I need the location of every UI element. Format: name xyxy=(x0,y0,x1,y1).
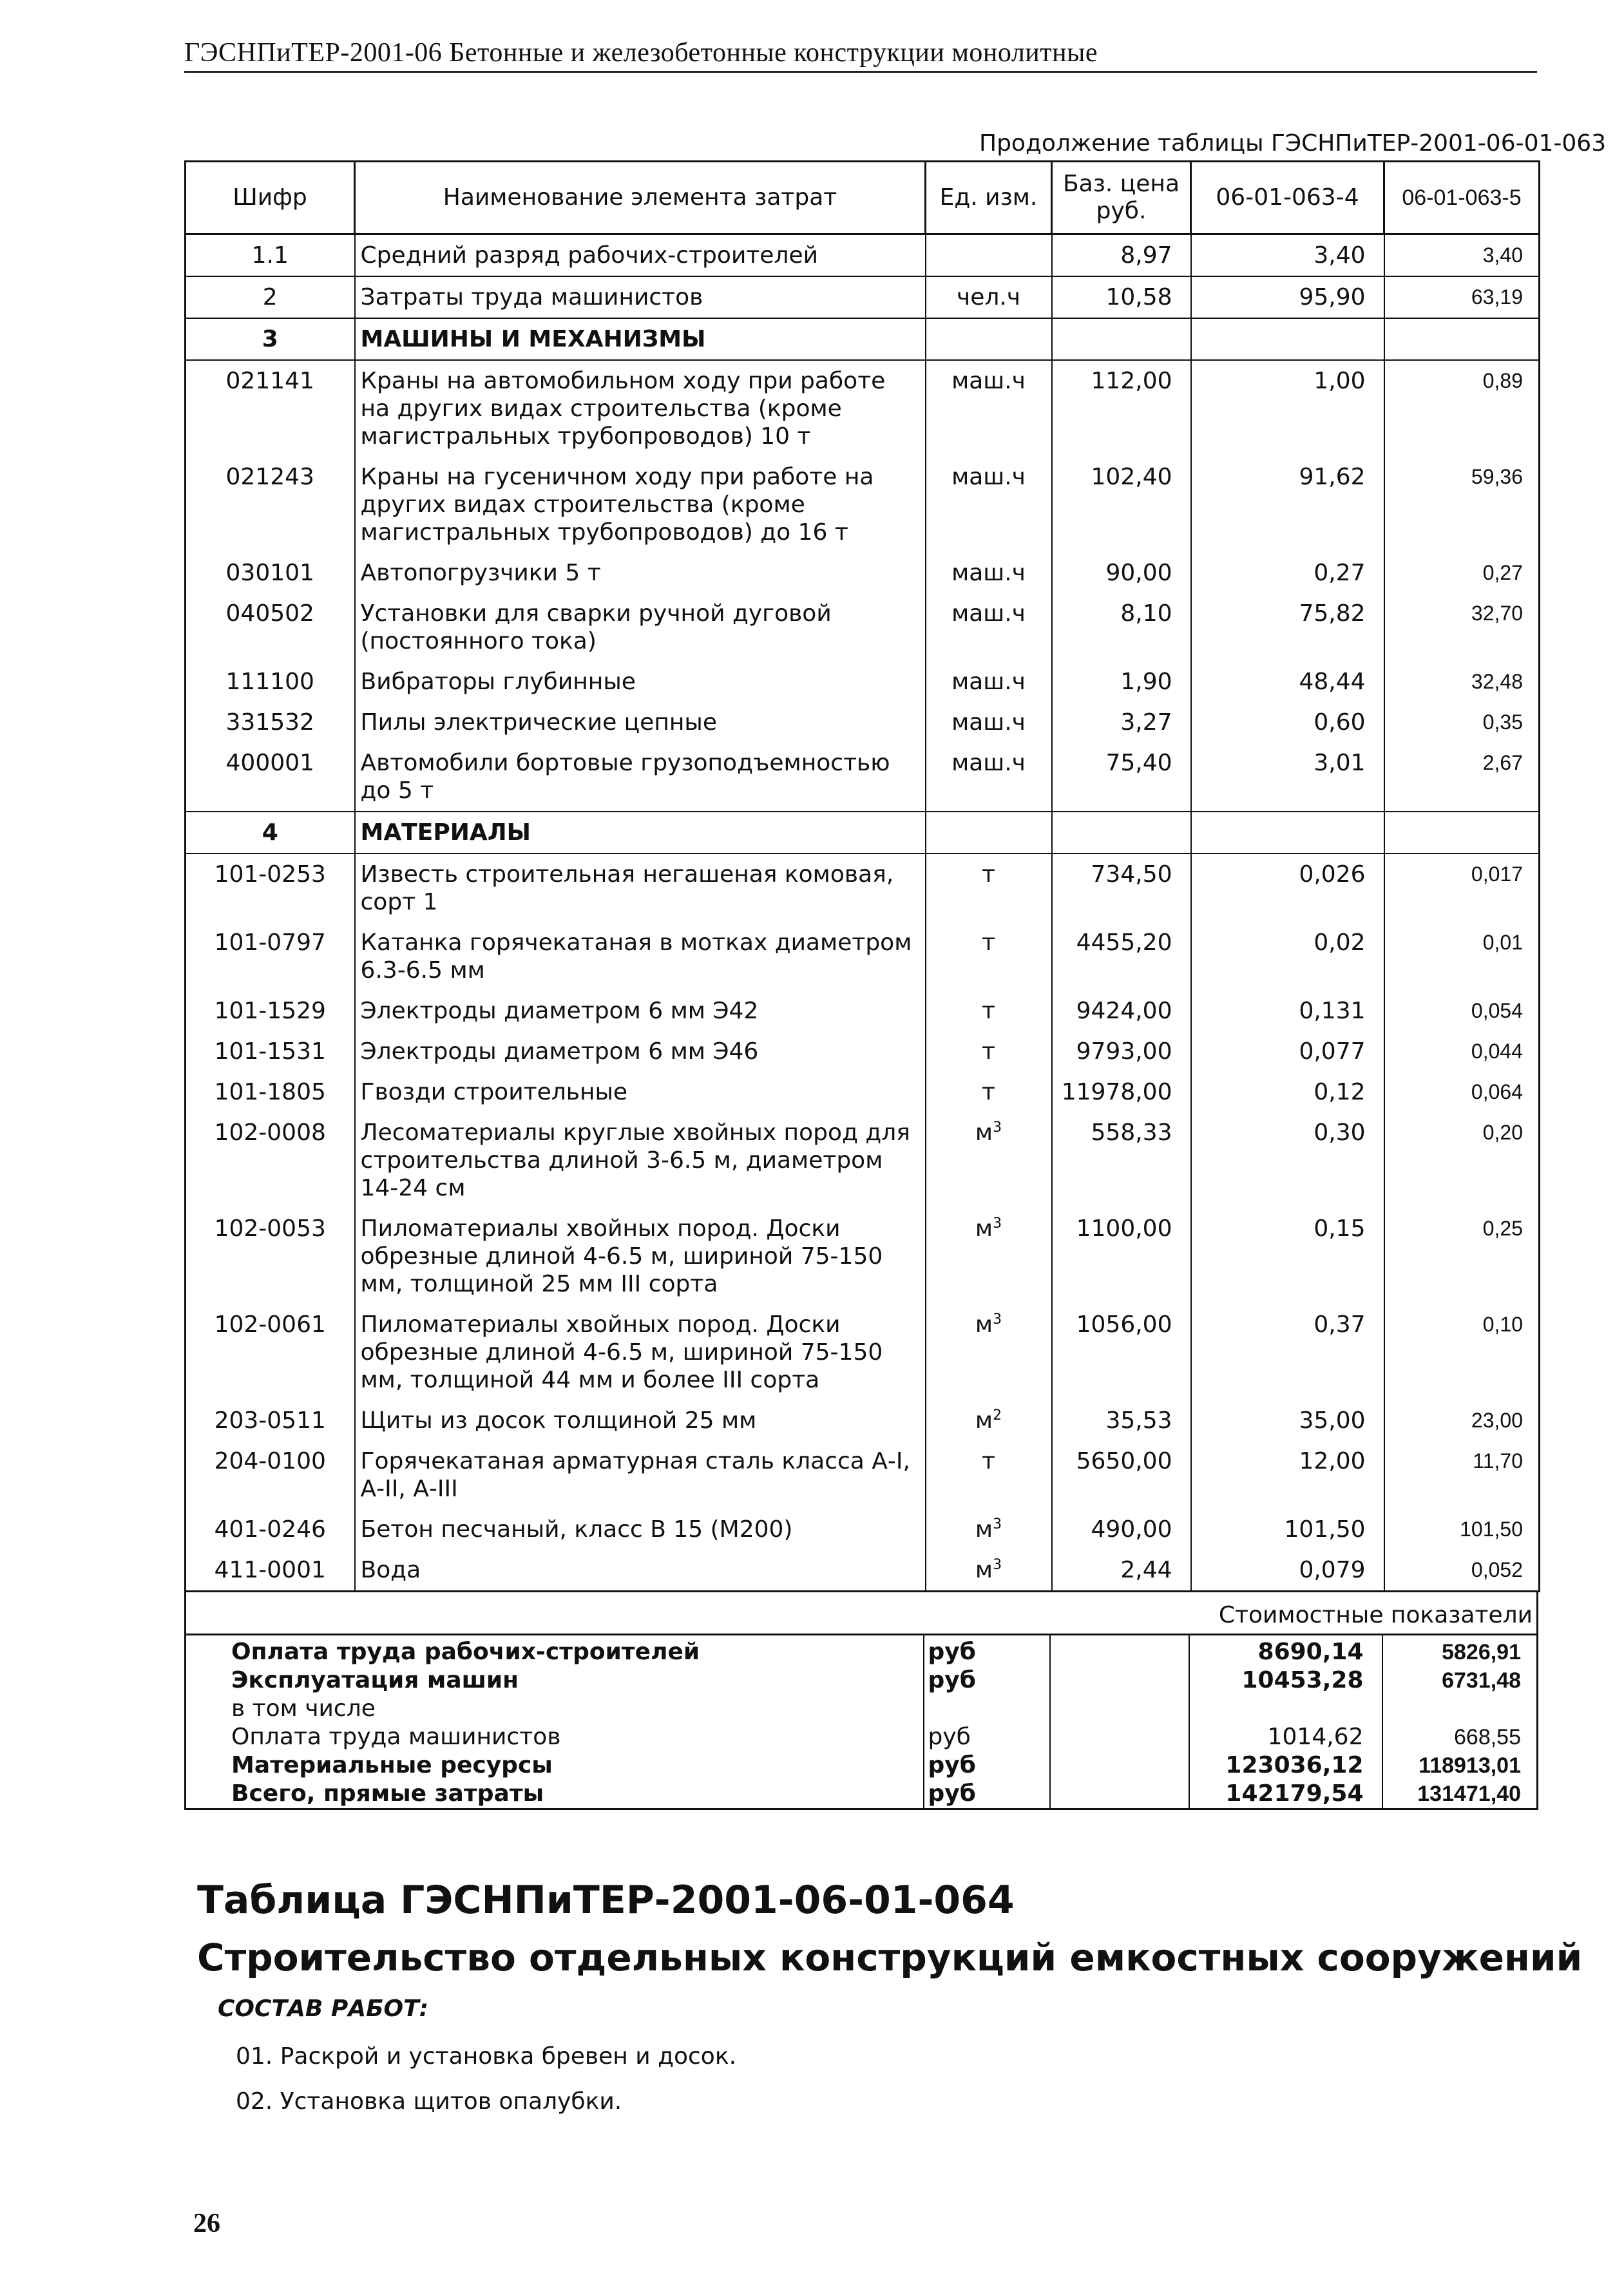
cost-table-body xyxy=(186,234,1540,1592)
unit-superscript: 3 xyxy=(993,1215,1002,1232)
row-value-063-5: 0,044 xyxy=(1384,1031,1540,1072)
row-value-063-4: 101,50 xyxy=(1191,1509,1384,1550)
summary-unit: руб xyxy=(924,1780,1050,1809)
unit-text: маш.ч xyxy=(951,560,1026,586)
row-value-063-5: 32,48 xyxy=(1384,662,1540,702)
summary-value-063-5: 118913,01 xyxy=(1419,1753,1521,1778)
row-name: МАТЕРИАЛЫ xyxy=(355,812,926,853)
table-row xyxy=(186,1304,1540,1400)
row-value-063-4: 0,12 xyxy=(1191,1072,1384,1112)
unit-text: т xyxy=(982,861,995,888)
row-value-063-5: 0,017 xyxy=(1384,853,1540,922)
row-unit xyxy=(926,1112,1052,1208)
row-code: 040502 xyxy=(186,593,355,662)
unit-text: т xyxy=(982,1038,995,1065)
row-base-price: 11978,00 xyxy=(1052,1072,1191,1112)
table-row xyxy=(186,276,1540,318)
summary-unit: руб xyxy=(924,1666,1050,1695)
row-unit xyxy=(926,276,1052,318)
row-value-063-4: 0,37 xyxy=(1191,1304,1384,1400)
row-code: 3 xyxy=(186,318,355,360)
header-price-line1: Баз. цена xyxy=(1062,171,1180,197)
row-code: 101-0253 xyxy=(186,853,355,922)
summary-base-price-empty xyxy=(1050,1695,1189,1723)
row-base-price: 112,00 xyxy=(1052,360,1191,457)
row-name: Лесоматериалы круглые хвойных пород для строительства длиной 3-6.5 м, диаметром 14-24 см xyxy=(355,1112,926,1208)
summary-value-063-4 xyxy=(1189,1695,1382,1723)
row-value-063-5: 2,67 xyxy=(1384,743,1540,812)
row-name: Электроды диаметром 6 мм Э46 xyxy=(355,1031,926,1072)
row-unit xyxy=(926,991,1052,1031)
unit-text: т xyxy=(982,1448,995,1474)
row-name: Бетон песчаный, класс В 15 (М200) xyxy=(355,1509,926,1550)
row-unit xyxy=(926,553,1052,593)
unit-text: м xyxy=(975,1215,993,1242)
table-row xyxy=(186,922,1540,991)
next-table-title: Таблица ГЭСНПиТЕР-2001-06-01-064 xyxy=(197,1878,1015,1923)
summary-value-063-5: 131471,40 xyxy=(1417,1782,1521,1806)
row-name: Установки для сварки ручной дуговой (постоянного тока) xyxy=(355,593,926,662)
table-row xyxy=(186,1208,1540,1304)
row-unit xyxy=(926,1031,1052,1072)
row-base-price: 10,58 xyxy=(1052,276,1191,318)
row-value-063-4: 95,90 xyxy=(1191,276,1384,318)
row-value-063-4: 75,82 xyxy=(1191,593,1384,662)
row-base-price: 90,00 xyxy=(1052,553,1191,593)
table-row xyxy=(186,234,1540,277)
summary-value-063-4: 1014,62 xyxy=(1189,1723,1382,1751)
cost-table xyxy=(184,160,1540,1592)
row-code: 030101 xyxy=(186,553,355,593)
row-code: 101-1805 xyxy=(186,1072,355,1112)
row-value-063-4: 0,30 xyxy=(1191,1112,1384,1208)
row-name: Пилы электрические цепные xyxy=(355,702,926,743)
row-base-price: 8,97 xyxy=(1052,234,1191,277)
summary-row xyxy=(186,1695,1538,1723)
unit-superscript: 2 xyxy=(993,1407,1002,1424)
row-code: 021141 xyxy=(186,360,355,457)
row-name: Щиты из досок толщиной 25 мм xyxy=(355,1400,926,1441)
header-price-line2: руб. xyxy=(1096,198,1147,224)
row-name: Вода xyxy=(355,1550,926,1592)
row-base-price: 5650,00 xyxy=(1052,1441,1191,1509)
summary-row xyxy=(186,1666,1538,1695)
row-name: Пиломатериалы хвойных пород. Доски обрезные длиной 4-6.5 м, шириной 75-150 мм, толщиной 25 мм III сорта xyxy=(355,1208,926,1304)
row-code: 1.1 xyxy=(186,234,355,277)
row-unit xyxy=(926,922,1052,991)
header-col-063-4: 06-01-063-4 xyxy=(1191,162,1384,234)
header-col-063-5: 06-01-063-5 xyxy=(1384,162,1540,234)
row-base-price: 35,53 xyxy=(1052,1400,1191,1441)
summary-value-063-4: 8690,14 xyxy=(1189,1635,1382,1667)
row-base-price: 75,40 xyxy=(1052,743,1191,812)
row-unit xyxy=(926,812,1052,853)
unit-text: маш.ч xyxy=(951,750,1026,776)
row-value-063-4: 1,00 xyxy=(1191,360,1384,457)
row-value-063-4: 0,27 xyxy=(1191,553,1384,593)
unit-text: чел.ч xyxy=(956,284,1021,310)
row-unit xyxy=(926,1400,1052,1441)
row-unit xyxy=(926,702,1052,743)
unit-text: м xyxy=(975,1311,993,1338)
row-name: Горячекатаная арматурная сталь класса А-I, А-II, А-III xyxy=(355,1441,926,1509)
row-base-price: 3,27 xyxy=(1052,702,1191,743)
summary-unit xyxy=(924,1695,1050,1723)
table-row xyxy=(186,1072,1540,1112)
row-base-price: 8,10 xyxy=(1052,593,1191,662)
summary-row xyxy=(186,1723,1538,1751)
summary-unit: руб xyxy=(924,1635,1050,1667)
row-unit xyxy=(926,662,1052,702)
unit-superscript: 3 xyxy=(993,1516,1002,1532)
summary-value-063-5 xyxy=(1382,1695,1538,1723)
summary-base-price-empty xyxy=(1050,1780,1189,1809)
row-value-063-5: 0,35 xyxy=(1384,702,1540,743)
table-header-row xyxy=(186,162,1540,234)
row-code: 400001 xyxy=(186,743,355,812)
row-code: 101-0797 xyxy=(186,922,355,991)
row-value-063-4: 35,00 xyxy=(1191,1400,1384,1441)
row-value-063-5: 3,40 xyxy=(1384,234,1540,277)
row-name: Гвозди строительные xyxy=(355,1072,926,1112)
row-code: 102-0053 xyxy=(186,1208,355,1304)
row-name: Катанка горячекатаная в мотках диаметром 6.3-6.5 мм xyxy=(355,922,926,991)
table-row xyxy=(186,1509,1540,1550)
row-value-063-5: 0,27 xyxy=(1384,553,1540,593)
row-value-063-4: 3,01 xyxy=(1191,743,1384,812)
summary-table-body xyxy=(186,1592,1538,1809)
section-row xyxy=(186,812,1540,853)
row-unit xyxy=(926,1441,1052,1509)
works-item: 02. Установка щитов опалубки. xyxy=(236,2088,622,2115)
row-code: 4 xyxy=(186,812,355,853)
row-unit xyxy=(926,593,1052,662)
row-unit xyxy=(926,1509,1052,1550)
works-item: 01. Раскрой и установка бревен и досок. xyxy=(236,2043,737,2070)
row-value-063-5: 0,052 xyxy=(1384,1550,1540,1592)
row-base-price: 4455,20 xyxy=(1052,922,1191,991)
summary-base-price-empty xyxy=(1050,1751,1189,1780)
row-value-063-5: 0,01 xyxy=(1384,922,1540,991)
table-row xyxy=(186,593,1540,662)
next-table-subtitle: Строительство отдельных конструкций емкостных сооружений xyxy=(197,1936,1583,1979)
row-unit xyxy=(926,360,1052,457)
row-name: Краны на автомобильном ходу при работе на других видах строительства (кроме магистральных трубопроводов) 10 т xyxy=(355,360,926,457)
summary-row xyxy=(186,1780,1538,1809)
row-unit xyxy=(926,1072,1052,1112)
row-code: 101-1531 xyxy=(186,1031,355,1072)
row-code: 411-0001 xyxy=(186,1550,355,1592)
table-row xyxy=(186,853,1540,922)
row-value-063-4 xyxy=(1191,812,1384,853)
row-value-063-4: 0,026 xyxy=(1191,853,1384,922)
summary-value-063-5: 668,55 xyxy=(1454,1725,1521,1749)
row-value-063-5 xyxy=(1384,812,1540,853)
row-code: 021243 xyxy=(186,457,355,553)
row-unit xyxy=(926,1304,1052,1400)
row-value-063-4 xyxy=(1191,318,1384,360)
row-name: Затраты труда машинистов xyxy=(355,276,926,318)
row-base-price: 1100,00 xyxy=(1052,1208,1191,1304)
row-value-063-5: 0,89 xyxy=(1384,360,1540,457)
row-base-price: 490,00 xyxy=(1052,1509,1191,1550)
summary-base-price-empty xyxy=(1050,1635,1189,1667)
row-name: Известь строительная негашеная комовая, сорт 1 xyxy=(355,853,926,922)
row-code: 204-0100 xyxy=(186,1441,355,1509)
row-value-063-5: 32,70 xyxy=(1384,593,1540,662)
row-value-063-4: 3,40 xyxy=(1191,234,1384,277)
row-value-063-4: 12,00 xyxy=(1191,1441,1384,1509)
summary-caption-row xyxy=(186,1592,1538,1635)
row-code: 203-0511 xyxy=(186,1400,355,1441)
row-unit xyxy=(926,743,1052,812)
row-code: 2 xyxy=(186,276,355,318)
summary-base-price-empty xyxy=(1050,1666,1189,1695)
row-name: Автомобили бортовые грузоподъемностью до 5 т xyxy=(355,743,926,812)
row-value-063-4: 48,44 xyxy=(1191,662,1384,702)
row-value-063-5: 59,36 xyxy=(1384,457,1540,553)
summary-row xyxy=(186,1751,1538,1780)
row-name: Вибраторы глубинные xyxy=(355,662,926,702)
header-name: Наименование элемента затрат xyxy=(355,162,926,234)
summary-caption: Стоимостные показатели xyxy=(1189,1592,1538,1635)
unit-superscript: 3 xyxy=(993,1557,1002,1573)
unit-text: т xyxy=(982,929,995,956)
table-row xyxy=(186,360,1540,457)
row-base-price: 734,50 xyxy=(1052,853,1191,922)
page-number: 26 xyxy=(193,2209,220,2238)
row-name: Пиломатериалы хвойных пород. Доски обрезные длиной 4-6.5 м, шириной 75-150 мм, толщиной 44 мм и более III сорта xyxy=(355,1304,926,1400)
row-base-price xyxy=(1052,812,1191,853)
table-row xyxy=(186,1550,1540,1592)
unit-text: маш.ч xyxy=(951,464,1026,490)
summary-value-063-4: 123036,12 xyxy=(1189,1751,1382,1780)
unit-text: маш.ч xyxy=(951,600,1026,627)
unit-text: маш.ч xyxy=(951,669,1026,695)
unit-text: м xyxy=(975,1557,993,1583)
row-base-price: 1,90 xyxy=(1052,662,1191,702)
row-value-063-5: 63,19 xyxy=(1384,276,1540,318)
row-value-063-5: 0,25 xyxy=(1384,1208,1540,1304)
unit-superscript: 3 xyxy=(993,1311,1002,1328)
table-row xyxy=(186,662,1540,702)
summary-row xyxy=(186,1635,1538,1667)
row-name: Краны на гусеничном ходу при работе на других видах строительства (кроме магистральных трубопроводов) до 16 т xyxy=(355,457,926,553)
summary-unit: руб xyxy=(924,1723,1050,1751)
unit-text: т xyxy=(982,1079,995,1105)
row-value-063-5: 0,054 xyxy=(1384,991,1540,1031)
row-value-063-5: 23,00 xyxy=(1384,1400,1540,1441)
row-unit xyxy=(926,457,1052,553)
row-code: 101-1529 xyxy=(186,991,355,1031)
row-base-price: 9793,00 xyxy=(1052,1031,1191,1072)
header-price xyxy=(1052,162,1191,234)
table-row xyxy=(186,457,1540,553)
row-value-063-4: 0,131 xyxy=(1191,991,1384,1031)
row-base-price xyxy=(1052,318,1191,360)
summary-base-price-empty xyxy=(1050,1723,1189,1751)
row-value-063-5: 101,50 xyxy=(1384,1509,1540,1550)
row-value-063-4: 0,02 xyxy=(1191,922,1384,991)
unit-text: м xyxy=(975,1119,993,1146)
row-code: 401-0246 xyxy=(186,1509,355,1550)
summary-label: Всего, прямые затраты xyxy=(231,1780,544,1807)
row-value-063-5: 0,064 xyxy=(1384,1072,1540,1112)
header-code: Шифр xyxy=(186,162,355,234)
row-code: 331532 xyxy=(186,702,355,743)
running-head: ГЭСНПиТЕР-2001-06 Бетонные и железобетонные конструкции монолитные xyxy=(184,38,1098,68)
summary-unit: руб xyxy=(924,1751,1050,1780)
row-value-063-5 xyxy=(1384,318,1540,360)
table-row xyxy=(186,1400,1540,1441)
row-value-063-4: 0,15 xyxy=(1191,1208,1384,1304)
row-value-063-4: 0,60 xyxy=(1191,702,1384,743)
summary-label: Материальные ресурсы xyxy=(231,1752,553,1778)
row-unit xyxy=(926,1208,1052,1304)
summary-caption-spacer xyxy=(186,1592,1189,1635)
row-unit xyxy=(926,853,1052,922)
table-continuation-caption: Продолжение таблицы ГЭСНПиТЕР-2001-06-01-063 xyxy=(979,130,1607,157)
unit-text: маш.ч xyxy=(951,368,1026,394)
row-code: 102-0008 xyxy=(186,1112,355,1208)
unit-text: м xyxy=(975,1516,993,1543)
unit-superscript: 3 xyxy=(993,1119,1002,1136)
table-row xyxy=(186,743,1540,812)
summary-table xyxy=(184,1592,1538,1810)
row-name: МАШИНЫ И МЕХАНИЗМЫ xyxy=(355,318,926,360)
unit-text: м xyxy=(975,1407,993,1434)
row-base-price: 558,33 xyxy=(1052,1112,1191,1208)
row-code: 111100 xyxy=(186,662,355,702)
row-base-price: 1056,00 xyxy=(1052,1304,1191,1400)
row-name: Средний разряд рабочих-строителей xyxy=(355,234,926,277)
row-base-price: 2,44 xyxy=(1052,1550,1191,1592)
row-code: 102-0061 xyxy=(186,1304,355,1400)
row-base-price: 102,40 xyxy=(1052,457,1191,553)
summary-value-063-5: 6731,48 xyxy=(1442,1668,1521,1693)
row-value-063-4: 0,077 xyxy=(1191,1031,1384,1072)
row-unit xyxy=(926,1550,1052,1592)
unit-text: т xyxy=(982,998,995,1024)
header-unit: Ед. изм. xyxy=(926,162,1052,234)
table-row xyxy=(186,991,1540,1031)
row-value-063-5: 0,20 xyxy=(1384,1112,1540,1208)
table-row xyxy=(186,553,1540,593)
table-row xyxy=(186,1031,1540,1072)
works-list xyxy=(236,2034,736,2124)
summary-label: Оплата труда машинистов xyxy=(231,1724,561,1750)
summary-value-063-5: 5826,91 xyxy=(1442,1640,1521,1664)
cost-table-block xyxy=(184,160,1538,1810)
unit-text: маш.ч xyxy=(951,709,1026,736)
summary-value-063-4: 142179,54 xyxy=(1189,1780,1382,1809)
row-value-063-4: 0,079 xyxy=(1191,1550,1384,1592)
summary-label: в том числе xyxy=(231,1695,376,1722)
summary-value-063-4: 10453,28 xyxy=(1189,1666,1382,1695)
summary-label: Оплата труда рабочих-строителей xyxy=(231,1639,700,1665)
row-value-063-5: 11,70 xyxy=(1384,1441,1540,1509)
row-value-063-4: 91,62 xyxy=(1191,457,1384,553)
row-value-063-5: 0,10 xyxy=(1384,1304,1540,1400)
row-unit xyxy=(926,234,1052,277)
row-name: Электроды диаметром 6 мм Э42 xyxy=(355,991,926,1031)
row-unit xyxy=(926,318,1052,360)
row-base-price: 9424,00 xyxy=(1052,991,1191,1031)
works-heading: СОСТАВ РАБОТ: xyxy=(218,1996,429,2022)
header-rule xyxy=(184,71,1537,73)
table-row xyxy=(186,1112,1540,1208)
table-row xyxy=(186,1441,1540,1509)
section-row xyxy=(186,318,1540,360)
table-row xyxy=(186,702,1540,743)
row-name: Автопогрузчики 5 т xyxy=(355,553,926,593)
summary-label: Эксплуатация машин xyxy=(231,1667,519,1693)
